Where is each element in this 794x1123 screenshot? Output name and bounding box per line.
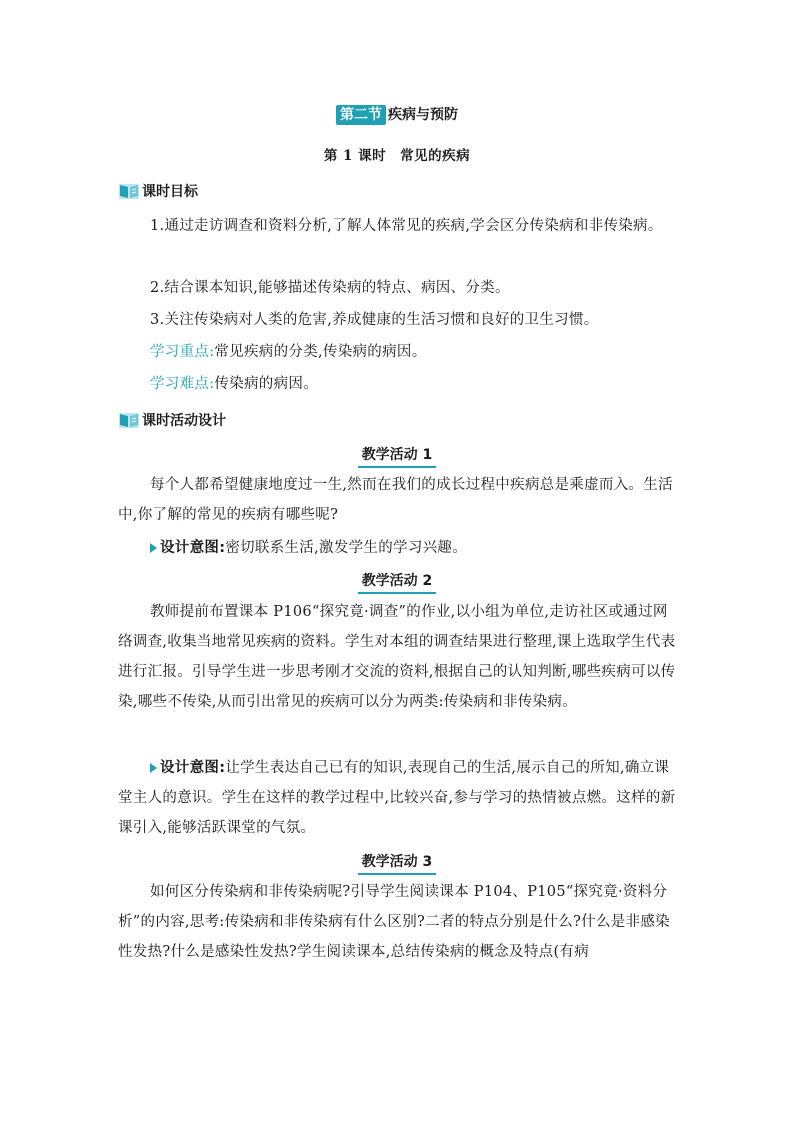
- book-icon: [118, 411, 140, 429]
- section-title-row: [0, 104, 794, 126]
- section-badge: 第二节: [336, 105, 386, 125]
- triangle-icon: [150, 543, 157, 553]
- difficult-point: [118, 369, 678, 399]
- intent-label: 设计意图:: [160, 760, 226, 776]
- key-point-text: 常见疾病的分类,传染病的病因。: [214, 344, 427, 360]
- design-heading: [118, 410, 226, 430]
- objectives-heading: [118, 181, 198, 201]
- objectives-heading-text: 课时目标: [142, 184, 198, 200]
- triangle-icon: [150, 763, 157, 773]
- activity-1-title: 教学活动 1: [0, 444, 794, 468]
- activity-1-intent: [118, 533, 678, 563]
- lesson-title: 第 1 课时 常见的疾病: [323, 148, 471, 164]
- activity-2-text: 教师提前布置课本 P106“探究竟·调查”的作业,以小组为单位,走访社区或通过网络调查,收集当地常见疾病的资料。学生对本组的调查结果进行整理,课上选取学生代表进行汇报。引导学生进一步思考刚才交流的资料,根据自己的认知判断,哪些疾病可以传染,哪些不传染,从而引出常见的疾病可以分为两类:传染病和非传染病。: [118, 604, 676, 710]
- book-icon: [118, 182, 140, 200]
- activity-3-title: 教学活动 3: [0, 851, 794, 875]
- section-title: 疾病与预防: [388, 107, 458, 123]
- intent-text: 密切联系生活,激发学生的学习兴趣。: [225, 540, 468, 556]
- intent-text: 让学生表达自己已有的知识,表现自己的生活,展示自己的所知,确立课堂主人的意识。学生在这样的教学过程中,比较兴奋,参与学习的热情被点燃。这样的新课引入,能够活跃课堂的气氛。: [118, 760, 676, 836]
- difficult-point-text: 传染病的病因。: [214, 376, 318, 392]
- objective-3: 3.关注传染病对人类的危害,养成健康的生活习惯和良好的卫生习惯。: [150, 312, 599, 328]
- key-point-label: 学习重点:: [150, 344, 215, 360]
- activity-2-title: 教学活动 2: [0, 570, 794, 594]
- difficult-point-label: 学习难点:: [150, 376, 215, 392]
- activity-3-text: 如何区分传染病和非传染病呢?引导学生阅读课本 P104、P105“探究竟·资料分析”的内容,思考:传染病和非传染病有什么区别?二者的特点分别是什么?什么是非感染性发热?什么是感染性发热?学生阅读课本,总结传染病的概念及特点(有病: [118, 884, 670, 960]
- intent-label: 设计意图:: [160, 540, 226, 556]
- objective-1: 1.通过走访调查和资料分析,了解人体常见的疾病,学会区分传染病和非传染病。: [150, 218, 663, 234]
- objective-2: 2.结合课本知识,能够描述传染病的特点、病因、分类。: [150, 280, 510, 296]
- design-heading-text: 课时活动设计: [142, 413, 226, 429]
- key-point: [118, 337, 678, 367]
- activity-1-text: 每个人都希望健康地度过一生,然而在我们的成长过程中疾病总是乘虚而入。生活中,你了解的常见的疾病有哪些呢?: [118, 477, 673, 523]
- activity-2-intent: [118, 753, 678, 843]
